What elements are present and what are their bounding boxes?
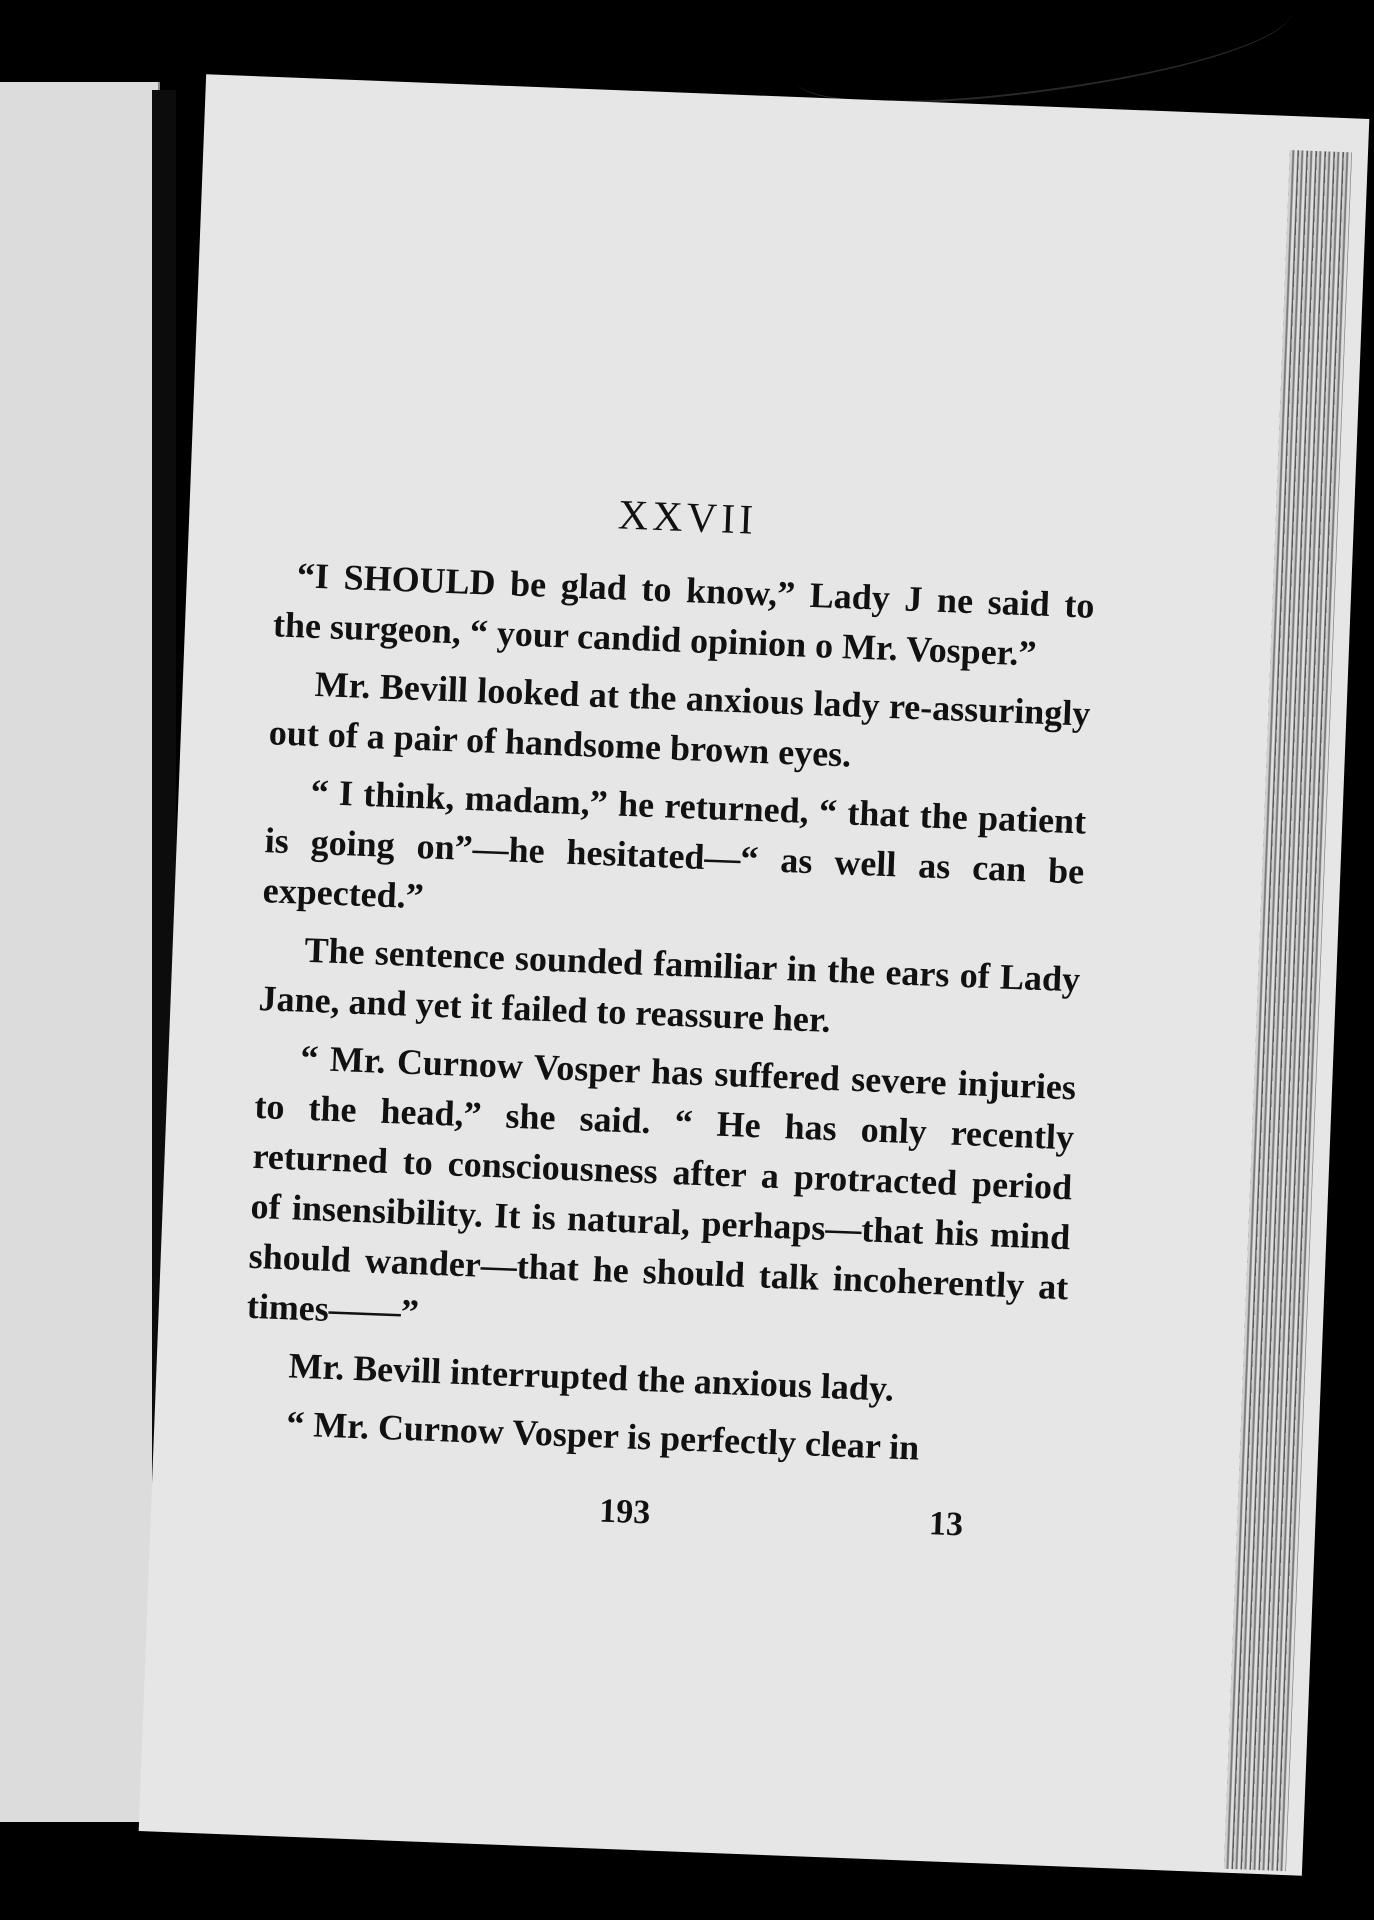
left-facing-page [0, 82, 160, 1822]
signature-mark: 13 [928, 1505, 964, 1544]
paragraph: “ Mr. Curnow Vosper has suffered severe injuries to the head,” she said. “ He has only recently returned to consciousness after a protracted period of insensibility. It is natural, perhaps—that his mind should wander—that he should talk incoherently at times——” [246, 1037, 1077, 1333]
paragraph: Mr. Bevill looked at the anxious lady re-assuringly out of a pair of handsome brown eyes. [268, 663, 1092, 775]
paragraph: Mr. Bevill interrupted the anxious lady. [287, 1345, 895, 1409]
page-footer [239, 1473, 1060, 1554]
paragraph: The sentence sounded familiar in the ears of Lady Jane, and yet it failed to reassure her. [257, 929, 1081, 1040]
paragraph: “I SHOULD be glad to know,” Lady J ne said to the surgeon, “ your candid opinion o Mr. Vosper.” [272, 555, 1096, 674]
paragraph: “ Mr. Curnow Vosper is perfectly clear in [285, 1403, 921, 1468]
page-text-block [239, 477, 1099, 1554]
chapter-heading: XXVII [617, 492, 758, 544]
paragraph: “ I think, madam,” he returned, “ that the patient is going on”—he hesitated—“ as well as can be expected.” [262, 771, 1087, 917]
page-number: 193 [598, 1492, 651, 1532]
book-page [139, 74, 1370, 1875]
